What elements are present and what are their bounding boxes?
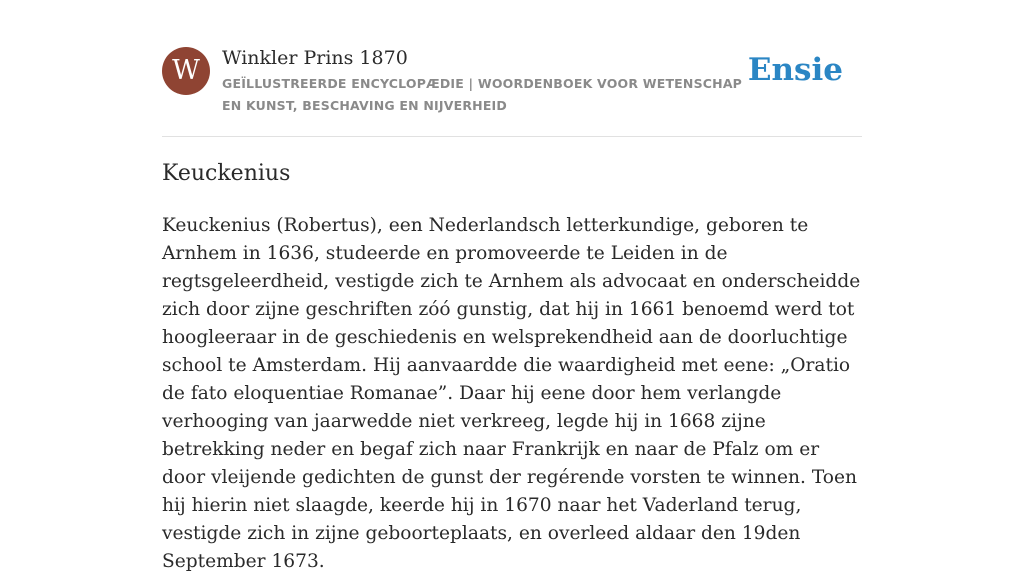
entry-title: Keuckenius: [162, 161, 291, 186]
entry-body: Keuckenius (Robertus), een Nederlandsch letterkundige, geboren te Arnhem in 1636, studeerde en promoveerde te Leiden in de regtsgeleerdheid, vestigde zich te Arnhem als advocaat en onderscheidde zich door zijne geschriften zóó gunstig, dat hij in 1661 benoemd werd tot hoogleeraar in de geschiedenis en welsprekendheid aan de doorluchtige school te Amsterdam. Hij aanvaardde die waardigheid met eene: „Oratio de fato eloquentiae Romanae”. Daar hij eene door hem verlangde verhooging van jaarwedde niet verkreeg, legde hij in 1668 zijne betrekking neder en begaf zich naar Frankrijk en naar de Pfalz om er door vleijende gedichten de gunst der regérende vorsten te winnen. Toen hij hierin niet slaagde, keerde hij in 1670 naar het Vaderland terug, vestigde zich in zijne geboorteplaats, en overleed aldaar den 19den September 1673.: [162, 215, 861, 572]
source-title[interactable]: Winkler Prins 1870: [222, 47, 408, 69]
source-subtitle: GEÏLLUSTREERDE ENCYCLOPÆDIE | WOORDENBOEK VOOR WETENSCHAP EN KUNST, BESCHAVING EN NIJVERHEID: [222, 76, 743, 113]
source-avatar[interactable]: W: [162, 47, 210, 95]
ensie-logo[interactable]: Ensie: [747, 52, 843, 88]
source-header: [162, 44, 862, 137]
